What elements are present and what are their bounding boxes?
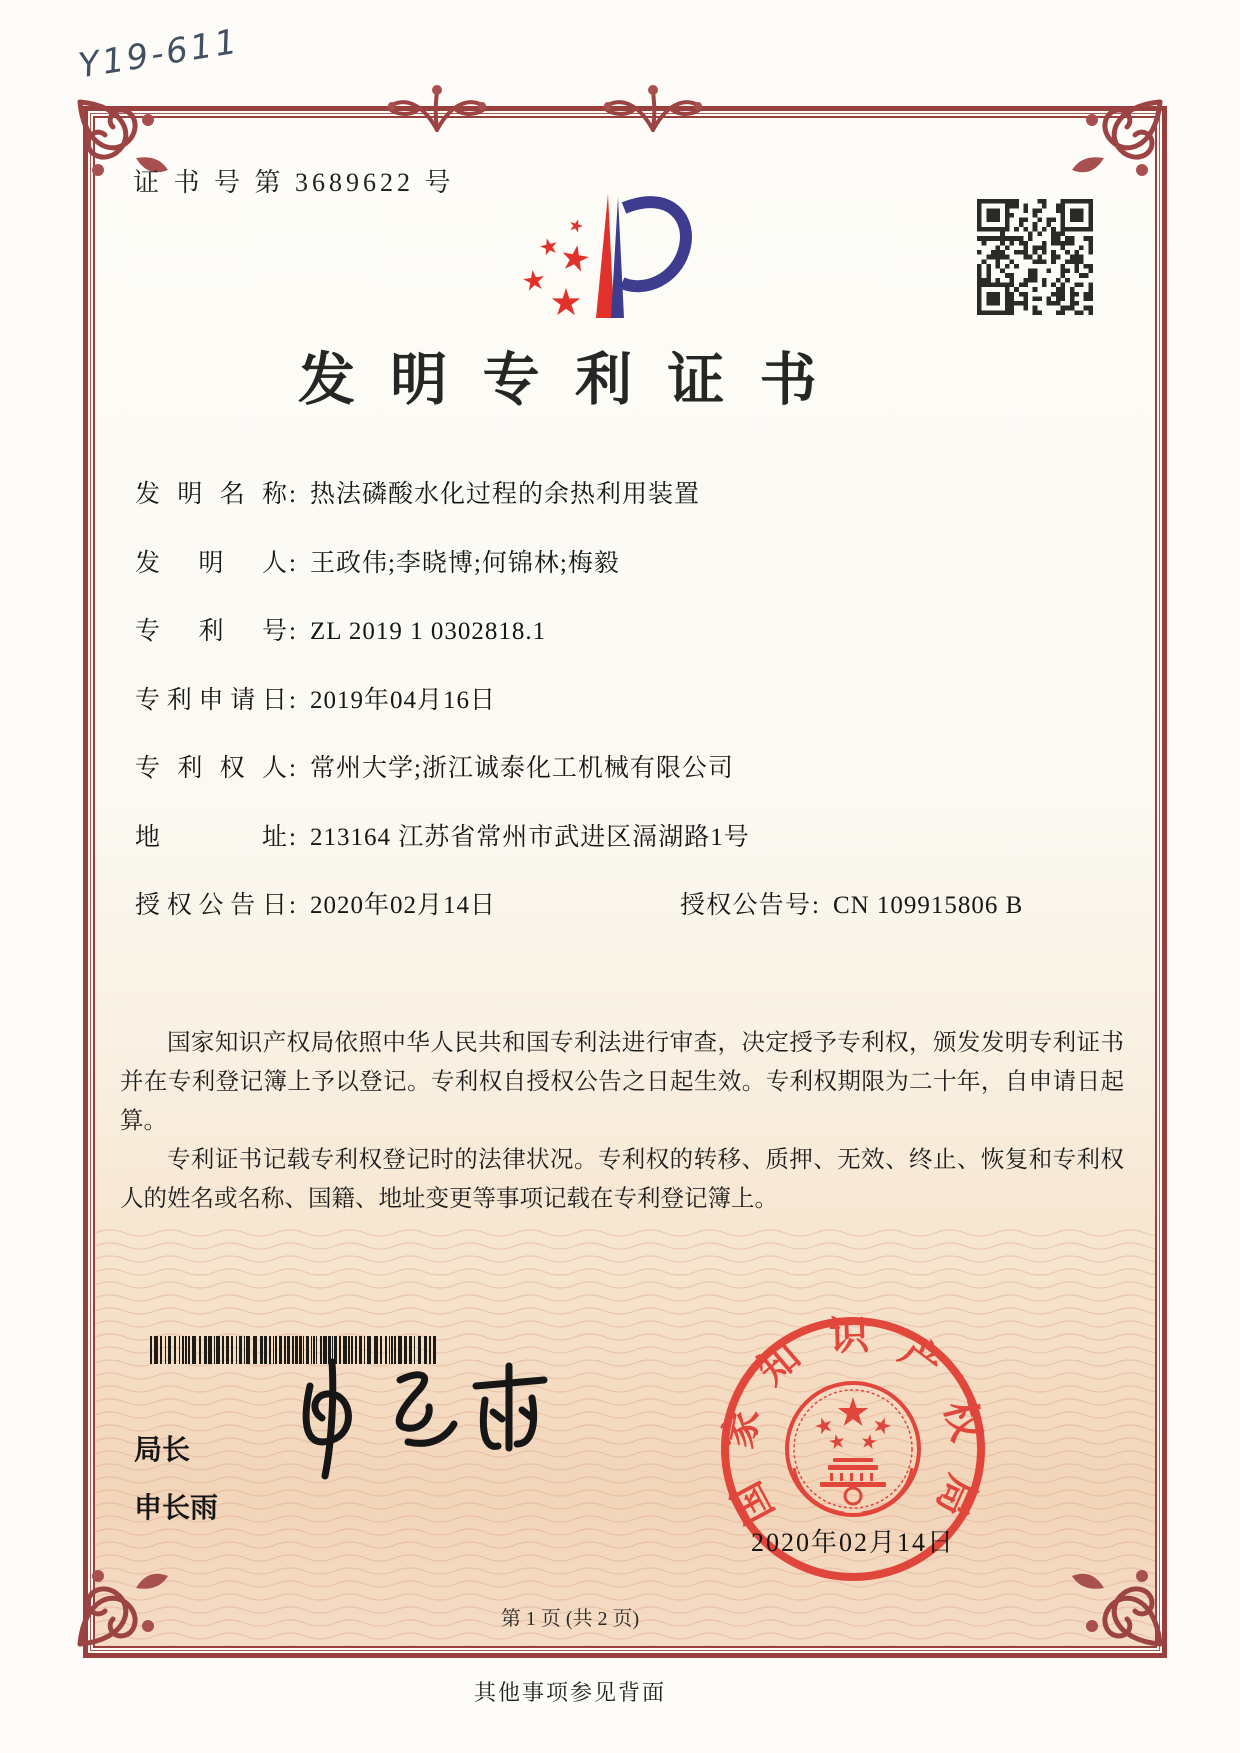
field-colon: : [289,618,296,645]
field-value: 热法磷酸水化过程的余热利用装置 [309,481,700,508]
svg-text:国家知识产权局 [717,1314,989,1531]
field-colon: : [289,481,296,508]
cnipa-logo-icon [493,154,698,324]
certificate-title: 发明专利证书 [297,349,853,412]
official-seal-icon [686,1282,1020,1616]
field-row [135,474,1095,543]
field-label: 专利权人 [135,755,287,782]
body-paragraph: 专利证书记载专利权登记时的法律状况。专利权的转移、质押、无效、终止、恢复和专利权人的姓名或名称、国籍、地址变更等事项记载在专利登记簿上。 [120,1147,1124,1212]
director-title: 局长 [134,1434,191,1465]
field-row [135,680,1095,749]
field-colon: : [289,549,296,577]
field-row [135,817,1095,886]
director-name: 申长雨 [134,1492,219,1523]
seal-date: 2020年02月14日 [750,1528,955,1557]
back-note: 其他事项参见背面 [473,1680,666,1705]
field-value: 213164 江苏省常州市武进区滆湖路1号 [309,823,750,851]
field-pair-right [680,885,1023,921]
field-value: ZL 2019 1 0302818.1 [309,618,547,645]
field-value: 常州大学;浙江诚泰化工机械有限公司 [309,755,734,782]
field-value: 2020年02月14日 [309,892,496,919]
field-row [135,543,1095,612]
field-label: 专利号 [135,618,287,645]
director-signature [280,1350,570,1485]
body-paragraph: 国家知识产权局依照中华人民共和国专利法进行审查，决定授予专利权，颁发发明专利证书并在专利登记簿上予以登记。专利权自授权公告之日起生效。专利权期限为二十年，自申请日起算。 [120,1030,1124,1134]
field-label: 授权公告日 [135,892,287,919]
field-label: 地址 [135,823,287,851]
field-list [135,474,1095,954]
field-colon: : [289,823,296,851]
corner-ornament-icon [1066,96,1166,196]
field-label: 授权公告号 [680,892,810,919]
field-colon: : [289,892,296,919]
field-row [135,611,1095,680]
field-row [135,748,1095,817]
qr-code [977,199,1093,315]
field-label: 发明名称 [135,481,287,508]
field-colon: : [812,892,819,919]
field-label: 发明人 [135,549,287,577]
certificate-number: 证 书 号 第 3689622 号 [133,168,455,197]
legal-text [120,1024,1124,1219]
field-colon: : [289,686,296,714]
field-value: CN 109915806 B [832,892,1024,919]
corner-ornament-icon [1066,1550,1166,1650]
edge-ornament-icon [382,82,492,136]
seal-agency-text: 国家知识产权局 [716,1313,989,1531]
page-number: 第 1 页 (共 2 页) [500,1608,640,1630]
field-label: 专利申请日 [135,686,287,714]
field-value: 2019年04月16日 [309,686,496,714]
edge-ornament-icon [598,82,708,136]
corner-ornament-icon [74,1550,174,1650]
field-row [135,885,1095,954]
field-colon: : [289,755,296,782]
field-value: 王政伟;李晓博;何锦林;梅毅 [309,549,620,577]
handwritten-file-code: Y19-611 [75,21,243,87]
